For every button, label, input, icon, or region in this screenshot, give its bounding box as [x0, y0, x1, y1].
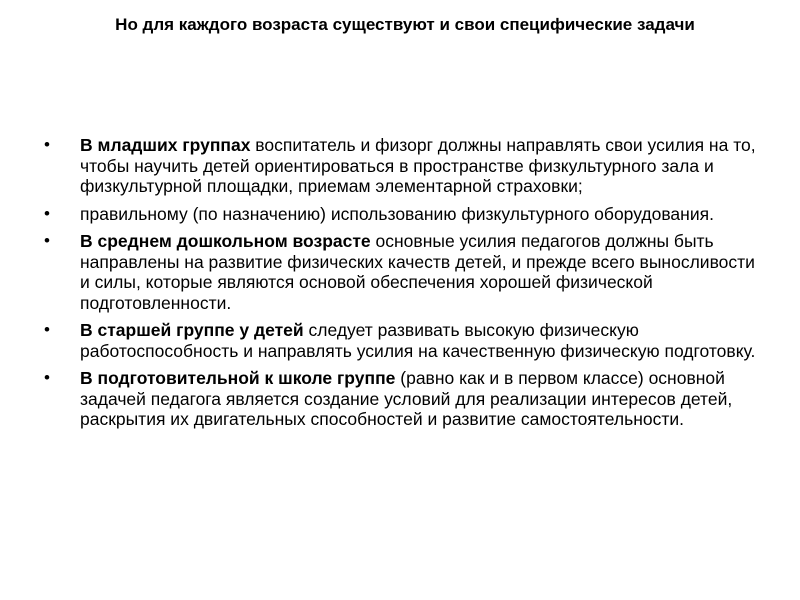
bullet-text: воспитатель и физорг должны направлять свои усилия на то, чтобы научить детей ориентироваться в пространстве физкультурного зала и физкультурной площадки, приемам элементарной страховки; — [80, 135, 756, 196]
bullet-text: правильному (по назначению) использованию физкультурного оборудования. — [80, 203, 714, 224]
bullet-lead: В младших группах — [80, 135, 251, 155]
bullet-item-younger-groups — [40, 135, 760, 197]
bullet-item-senior-group — [40, 320, 760, 361]
bullet-item-preparatory-group — [40, 368, 760, 430]
bullet-marker: • — [44, 203, 50, 223]
bullet-text: основные усилия педагогов должны быть направлены на развитие физических качеств детей, и прежде всего выносливости и силы, которые являются основой обеспечения хорошей физической подготовленности. — [80, 231, 755, 313]
bullet-text: следует развивать высокую физическую работоспособность и направлять усилия на качественную физическую подготовку. — [80, 320, 756, 361]
bullet-marker: • — [44, 368, 50, 387]
bullet-list — [40, 135, 760, 437]
bullet-text: (равно как и в первом классе) основной задачей педагога является создание условий для реализации интересов детей, раскрытия их двигательных способностей и развитие самостоятельности. — [80, 368, 733, 429]
bullet-marker: • — [44, 135, 50, 154]
bullet-item-middle-age — [40, 231, 760, 313]
bullet-item-equipment-use — [40, 204, 760, 225]
slide-title: Но для каждого возраста существуют и свои специфические задачи — [115, 15, 695, 34]
bullet-lead: В старшей группе у детей — [80, 320, 304, 340]
bullet-lead: В среднем дошкольном возрасте — [80, 231, 371, 251]
bullet-marker: • — [44, 320, 50, 339]
bullet-lead: В подготовительной к школе группе — [80, 368, 396, 388]
bullet-marker: • — [44, 231, 50, 250]
